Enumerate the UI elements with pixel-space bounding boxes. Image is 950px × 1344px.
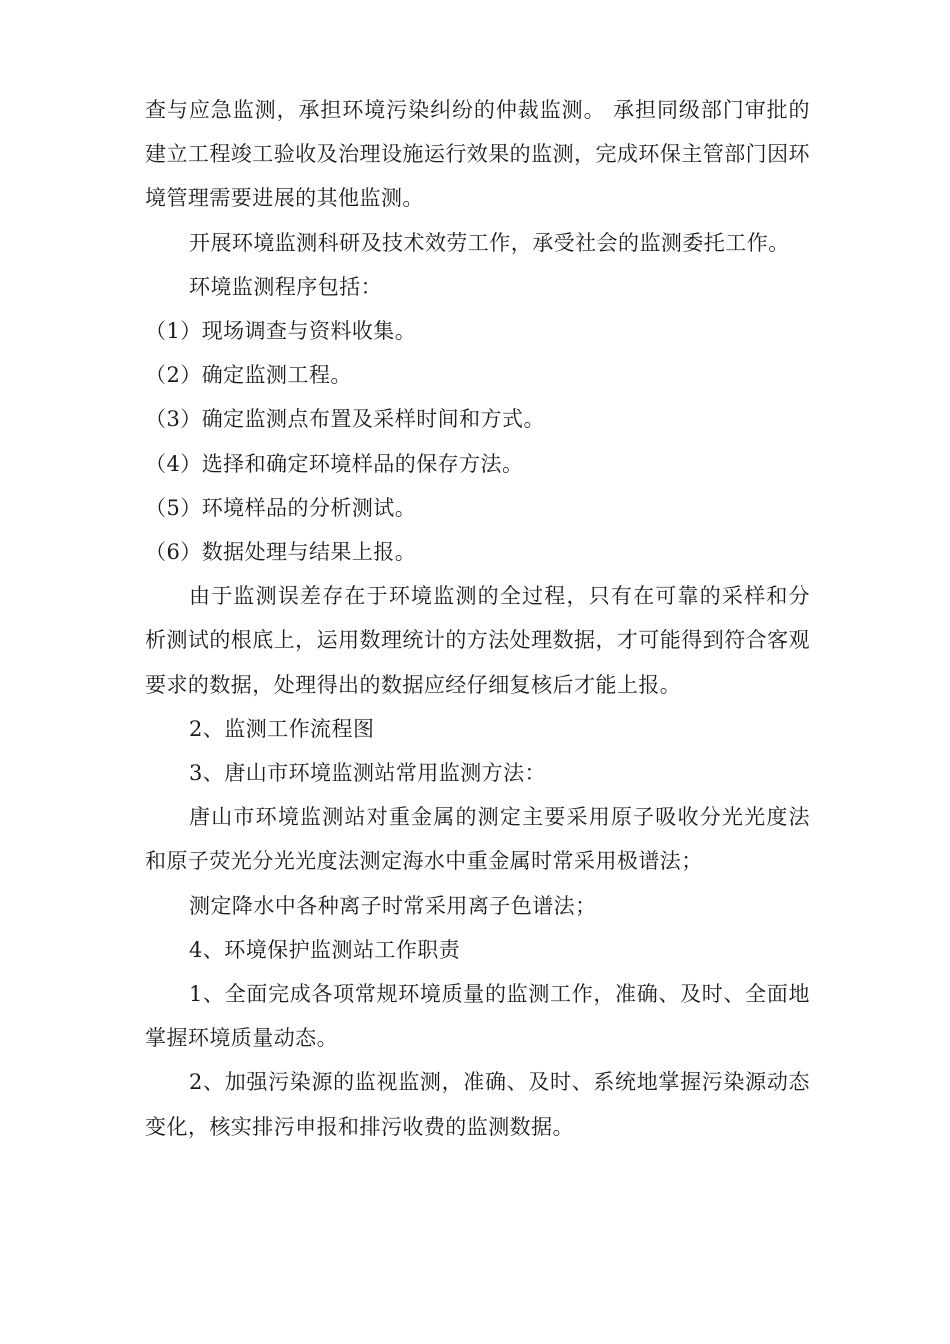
paragraph-research-services: 开展环境监测科研及技术效劳工作，承受社会的监测委托工作。 <box>189 230 790 255</box>
paragraph-continuation: 查与应急监测，承担环境污染纠纷的仲裁监测。 承担同级部门审批的建立工程竣工验收及治理设施运行效果的监测，完成环保主管部门因环境管理需要进展的其他监测。 <box>145 98 810 211</box>
paragraph-duty-2: 2、加强污染源的监视监测，准确、及时、系统地掌握污染源动态变化，核实排污申报和排污收费的监测数据。 <box>145 1070 810 1139</box>
list-item: （4）选择和确定环境样品的保存方法。 <box>145 451 524 476</box>
section-heading-duties: 4、环境保护监测站工作职责 <box>189 937 461 962</box>
section-heading-workflow: 2、监测工作流程图 <box>189 716 375 741</box>
list-item: （3）确定监测点布置及采样时间和方式。 <box>145 407 545 432</box>
list-item: （5）环境样品的分析测试。 <box>145 495 417 520</box>
list-item: （6）数据处理与结果上报。 <box>145 540 417 565</box>
list-item: （1）现场调查与资料收集。 <box>145 319 417 344</box>
paragraph-ion-chromatography: 测定降水中各种离子时常采用离子色谱法； <box>189 893 597 918</box>
list-item: （2）确定监测工程。 <box>145 363 352 388</box>
document-body <box>145 88 810 1149</box>
paragraph-heavy-metals: 唐山市环境监测站对重金属的测定主要采用原子吸收分光光度法和原子荧光分光光度法测定海水中重金属时常采用极谱法； <box>145 805 810 874</box>
paragraph-procedure-intro: 环境监测程序包括： <box>189 274 383 299</box>
paragraph-monitoring-error: 由于监测误差存在于环境监测的全过程，只有在可靠的采样和分析测试的根底上，运用数理统计的方法处理数据，才可能得到符合客观要求的数据，处理得出的数据应经仔细复核后才能上报。 <box>145 584 810 697</box>
section-heading-methods: 3、唐山市环境监测站常用监测方法： <box>189 761 547 786</box>
paragraph-duty-1: 1、全面完成各项常规环境质量的监测工作，准确、及时、全面地掌握环境质量动态。 <box>145 982 810 1051</box>
